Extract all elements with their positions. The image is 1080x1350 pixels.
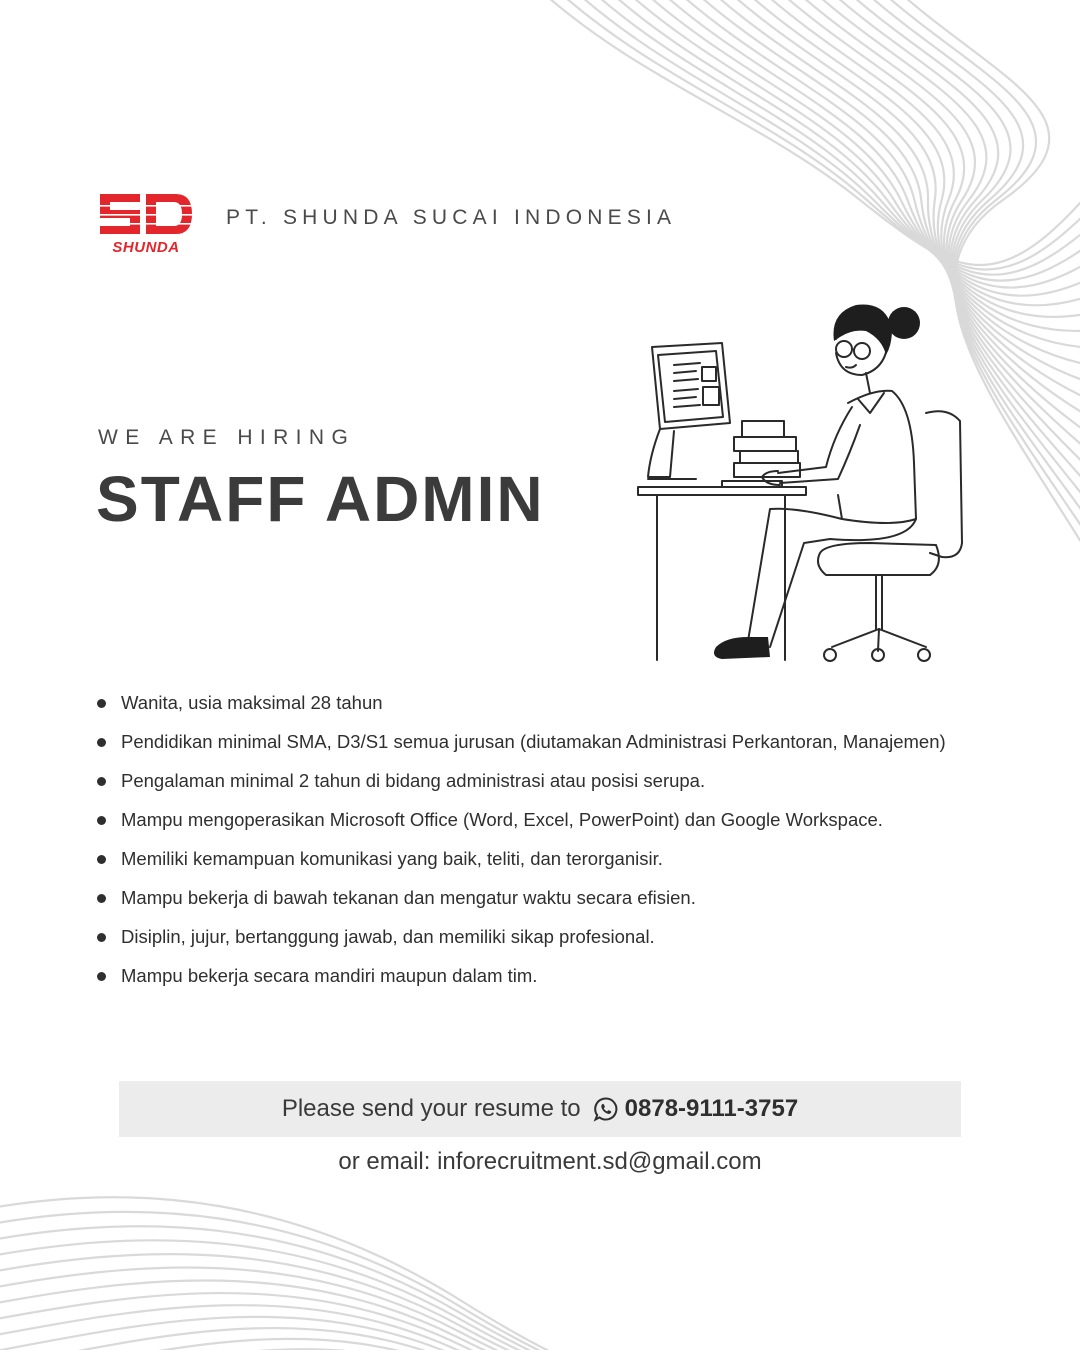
wave-line <box>608 0 1080 288</box>
requirement-item: Disiplin, jujur, bertanggung jawab, dan memiliki sikap profesional. <box>96 922 946 961</box>
wave-line <box>591 0 1080 281</box>
requirement-item: Mampu bekerja secara mandiri maupun dalam tim. <box>96 961 946 1000</box>
requirement-item: Wanita, usia maksimal 28 tahun <box>96 688 946 727</box>
job-title: STAFF ADMIN <box>96 463 545 535</box>
wave-line <box>0 1293 720 1350</box>
whatsapp-icon <box>593 1096 619 1122</box>
contact-email[interactable]: or email: inforecruitment.sd@gmail.com <box>338 1148 762 1175</box>
requirement-item: Mampu bekerja di bawah tekanan dan mengatur waktu secara efisien. <box>96 883 946 922</box>
bullet-icon <box>97 894 106 903</box>
whatsapp-phone-number[interactable]: 0878-9111-3757 <box>624 1095 799 1122</box>
wave-line <box>0 1267 720 1350</box>
bullet-icon <box>97 855 106 864</box>
bullet-icon <box>97 777 106 786</box>
wave-line <box>0 1197 720 1350</box>
bullet-icon <box>97 816 106 825</box>
bullet-icon <box>97 699 106 708</box>
wave-line <box>0 1226 720 1350</box>
resume-contact-banner <box>119 1081 961 1137</box>
wave-line <box>642 0 1080 305</box>
company-name: PT. SHUNDA SUCAI INDONESIA <box>226 206 677 229</box>
wave-line <box>0 1328 720 1350</box>
wave-line <box>0 1212 720 1350</box>
wave-line <box>625 0 1080 296</box>
wave-line <box>0 1254 720 1350</box>
wave-line <box>0 1339 720 1350</box>
wave-line <box>0 1240 720 1350</box>
wave-line <box>574 0 1080 275</box>
bullet-icon <box>97 933 106 942</box>
wave-line <box>659 0 1080 317</box>
bullet-icon <box>97 972 106 981</box>
logo-subtext: SHUNDA <box>112 239 180 256</box>
requirement-item: Mampu mengoperasikan Microsoft Office (Word, Excel, PowerPoint) dan Google Workspace. <box>96 805 946 844</box>
wave-line <box>0 1317 720 1350</box>
requirement-item: Pendidikan minimal SMA, D3/S1 semua jurusan (diutamakan Administrasi Perkantoran, Manajemen) <box>96 727 946 766</box>
woman-at-computer-illustration <box>630 295 975 665</box>
resume-prefix: Please send your resume to <box>281 1095 581 1122</box>
wave-line <box>0 1305 720 1350</box>
requirement-item: Memiliki kemampuan komunikasi yang baik, teliti, dan terorganisir. <box>96 844 946 883</box>
shunda-logo <box>96 190 196 256</box>
wave-line <box>676 0 1080 331</box>
hiring-tagline: WE ARE HIRING <box>98 426 356 449</box>
bullet-icon <box>97 738 106 747</box>
wave-line <box>0 1280 720 1350</box>
requirements-list <box>96 688 946 1000</box>
requirement-item: Pengalaman minimal 2 tahun di bidang administrasi atau posisi serupa. <box>96 766 946 805</box>
